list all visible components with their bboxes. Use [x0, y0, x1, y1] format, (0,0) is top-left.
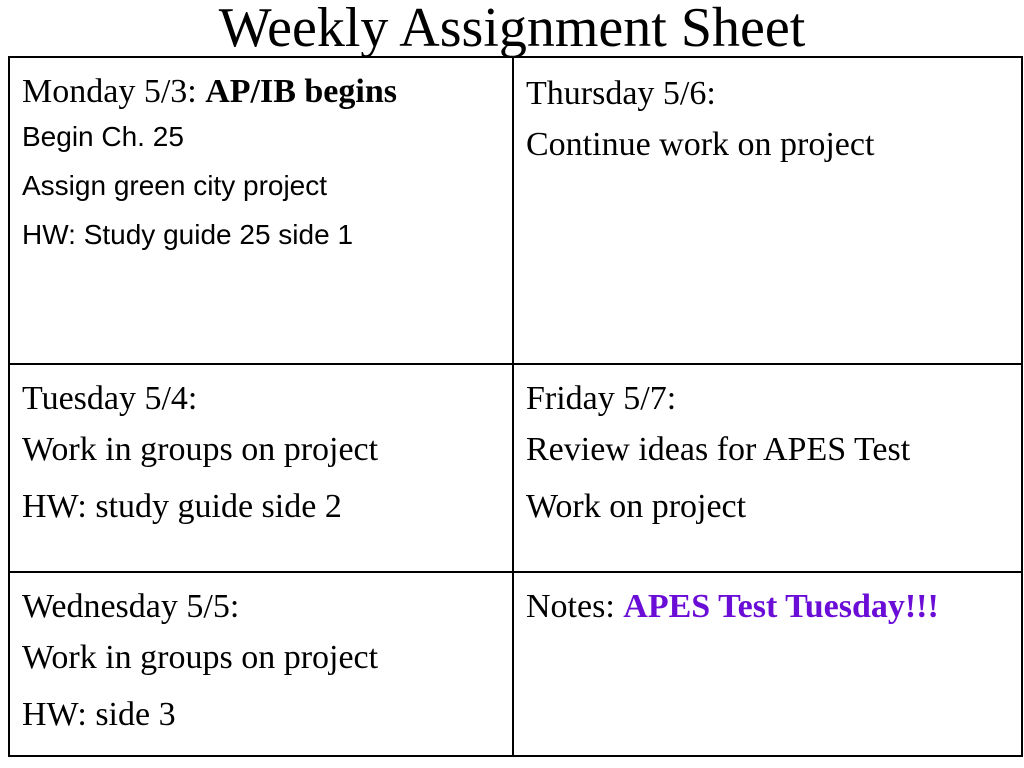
cell-friday — [513, 364, 1022, 572]
thursday-label: Thursday 5/6: — [526, 75, 716, 112]
monday-item: Begin Ch. 25 — [22, 121, 184, 152]
cell-tuesday — [9, 364, 513, 572]
thursday-item: Continue work on project — [526, 126, 875, 163]
monday-item: Assign green city project — [22, 170, 328, 201]
table-row — [9, 572, 1022, 756]
cell-wednesday — [9, 572, 513, 756]
monday-emphasis: AP/IB begins — [205, 73, 397, 110]
tuesday-item: Work in groups on project — [22, 431, 379, 468]
notes-line — [526, 585, 1021, 629]
cell-monday — [9, 57, 513, 364]
tuesday-label: Tuesday 5/4: — [22, 380, 198, 417]
wednesday-item: HW: side 3 — [22, 696, 176, 733]
cell-thursday — [513, 57, 1022, 364]
table-row — [9, 57, 1022, 364]
table-row — [9, 364, 1022, 572]
wednesday-item: Work in groups on project — [22, 639, 379, 676]
monday-item: HW: Study guide 25 side 1 — [22, 219, 354, 250]
friday-item: Review ideas for APES Test — [526, 431, 911, 468]
notes-label: Notes: — [526, 588, 615, 625]
tuesday-item: HW: study guide side 2 — [22, 488, 342, 525]
page-title: Weekly Assignment Sheet — [218, 0, 806, 59]
monday-heading — [22, 72, 512, 112]
cell-notes — [513, 572, 1022, 756]
friday-item: Work on project — [526, 488, 747, 525]
monday-label: Monday 5/3: — [22, 73, 197, 110]
notes-highlight: APES Test Tuesday!!! — [623, 588, 939, 625]
wednesday-label: Wednesday 5/5: — [22, 588, 240, 625]
assignment-table — [8, 56, 1023, 757]
friday-label: Friday 5/7: — [526, 380, 677, 417]
